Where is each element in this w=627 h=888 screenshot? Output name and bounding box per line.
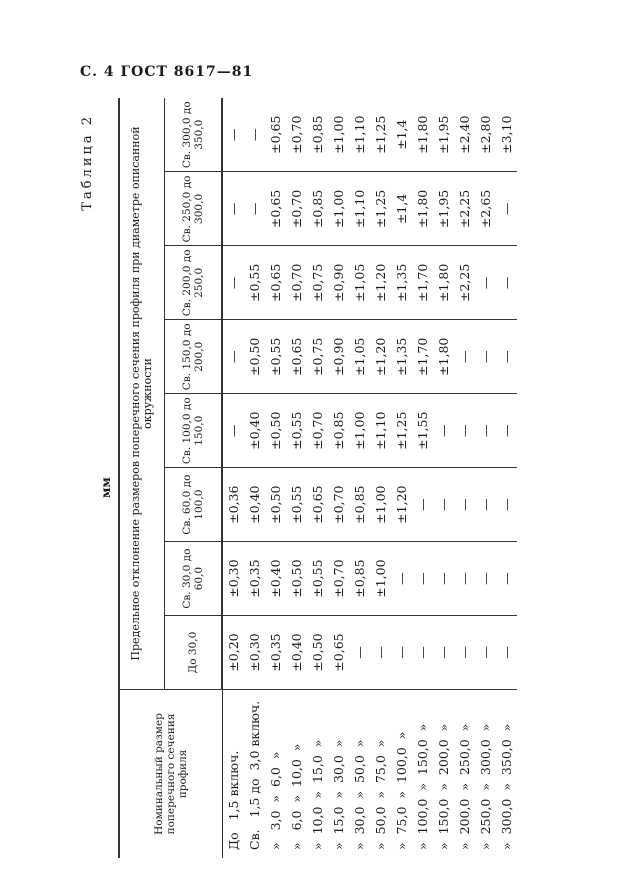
deviation-cell: — <box>475 394 496 468</box>
table-row <box>496 98 517 858</box>
deviation-cell: ±1,25 <box>370 172 391 246</box>
deviation-cell: — <box>433 542 454 616</box>
deviation-cell: ±0,35 <box>268 633 283 672</box>
deviation-cell: — <box>222 394 244 468</box>
deviation-cell: — <box>496 468 517 542</box>
column-header: Св. 30,0 до 60,0 <box>165 542 223 616</box>
deviation-cell: ±1,00 <box>328 98 349 172</box>
table-row <box>222 98 244 858</box>
nominal-size-cell: Св. 1,5 до 3,0 включ. <box>244 690 265 859</box>
deviation-cell: ±0,55 <box>286 394 307 468</box>
deviation-cell: — <box>454 320 475 394</box>
deviation-cell: — <box>433 468 454 542</box>
deviation-cell: ±0,50 <box>244 320 265 394</box>
deviation-cell: — <box>454 394 475 468</box>
deviation-cell: — <box>412 542 433 616</box>
deviation-cell: ±0,40 <box>265 542 286 616</box>
deviation-cell: ±1,05 <box>349 246 370 320</box>
column-header: Св. 100,0 до 150,0 <box>165 394 223 468</box>
table-unit: мм <box>99 477 113 498</box>
column-header: Св. 250,0 до 300,0 <box>165 172 223 246</box>
page-header: С. 4 ГОСТ 8617—81 <box>80 64 254 80</box>
table-row <box>475 98 496 858</box>
deviation-cell: — <box>222 98 244 172</box>
deviation-cell: — <box>433 394 454 468</box>
deviation-cell: ±1,00 <box>349 394 370 468</box>
table-row <box>412 98 433 858</box>
deviation-cell: ±0,55 <box>265 320 286 394</box>
deviation-cell: ±1,95 <box>433 172 454 246</box>
deviation-cell: ±0,75 <box>307 320 328 394</box>
deviation-cell: ±1,80 <box>412 172 433 246</box>
table-row <box>349 98 370 858</box>
table-row <box>265 98 286 858</box>
deviation-cell: ±1,00 <box>370 468 391 542</box>
deviation-cell: ±0,65 <box>307 468 328 542</box>
table-row <box>328 98 349 858</box>
table-row <box>391 98 412 858</box>
column-header: Св. 300,0 до 350,0 <box>165 98 223 172</box>
deviation-cell: ±0,65 <box>286 320 307 394</box>
nominal-size-cell: » 30,0 » 50,0 » <box>349 690 370 859</box>
deviation-cell: ±0,50 <box>265 468 286 542</box>
nominal-size-cell: » 50,0 » 75,0 » <box>370 690 391 859</box>
nominal-size-cell: » 300,0 » 350,0 » <box>496 690 517 859</box>
deviation-cell: — <box>373 646 388 659</box>
table-row <box>286 98 307 858</box>
deviation-cell: ±0,40 <box>244 394 265 468</box>
table-row <box>244 98 265 858</box>
deviation-cell: — <box>475 542 496 616</box>
deviation-cell: ±1,55 <box>412 394 433 468</box>
nominal-size-cell: » 6,0 » 10,0 » <box>286 690 307 859</box>
deviation-cell: — <box>222 320 244 394</box>
deviation-cell: ±0,50 <box>286 542 307 616</box>
deviation-cell: — <box>499 646 514 659</box>
deviation-cell: ±0,65 <box>265 98 286 172</box>
deviation-cell: ±0,35 <box>244 542 265 616</box>
deviation-cell: ±0,75 <box>307 246 328 320</box>
deviation-cell: — <box>475 468 496 542</box>
deviation-cell: ±2,65 <box>475 172 496 246</box>
deviation-cell: ±0,55 <box>286 468 307 542</box>
deviation-cell: — <box>436 646 451 659</box>
tolerance-table <box>118 98 517 858</box>
deviation-cell: — <box>244 172 265 246</box>
deviation-cell: ±1,35 <box>391 246 412 320</box>
deviation-group-header: Предельное отклонение размеров поперечного сечения профиля при диаметре описанной окружности <box>119 98 165 690</box>
deviation-cell: ±1,4 <box>391 172 412 246</box>
deviation-cell: ±0,70 <box>307 394 328 468</box>
deviation-cell: ±0,70 <box>286 246 307 320</box>
nominal-size-cell: » 100,0 » 150,0 » <box>412 690 433 859</box>
deviation-cell: ±0,30 <box>247 633 262 672</box>
nominal-size-cell: » 250,0 » 300,0 » <box>475 690 496 859</box>
deviation-cell: ±1,4 <box>391 98 412 172</box>
deviation-cell: ±0,70 <box>328 468 349 542</box>
deviation-cell: ±0,65 <box>265 246 286 320</box>
table-body <box>222 98 517 858</box>
deviation-cell: ±1,25 <box>391 394 412 468</box>
deviation-cell: — <box>478 646 493 659</box>
table-caption: Таблица 2 <box>80 114 95 211</box>
deviation-cell: ±0,55 <box>307 542 328 616</box>
deviation-cell: ±0,50 <box>265 394 286 468</box>
deviation-cell: — <box>244 98 265 172</box>
deviation-cell: ±0,70 <box>286 98 307 172</box>
deviation-cell: ±1,10 <box>349 98 370 172</box>
column-header: Св. 200,0 до 250,0 <box>165 246 223 320</box>
deviation-cell: ±2,80 <box>475 98 496 172</box>
deviation-cell: ±0,85 <box>328 394 349 468</box>
deviation-cell: — <box>496 246 517 320</box>
deviation-cell: ±1,10 <box>370 394 391 468</box>
deviation-cell: ±0,40 <box>244 468 265 542</box>
deviation-cell: — <box>475 320 496 394</box>
deviation-cell: ±2,25 <box>454 172 475 246</box>
deviation-cell: ±1,25 <box>370 98 391 172</box>
nominal-size-cell: » 75,0 » 100,0 » <box>391 690 412 859</box>
deviation-cell: ±3,10 <box>496 98 517 172</box>
deviation-cell: — <box>475 246 496 320</box>
deviation-cell: ±0,65 <box>331 633 346 672</box>
deviation-cell: ±2,25 <box>454 246 475 320</box>
deviation-cell: — <box>496 394 517 468</box>
deviation-cell: ±0,65 <box>265 172 286 246</box>
deviation-cell: ±1,05 <box>349 320 370 394</box>
deviation-cell: ±0,40 <box>289 633 304 672</box>
deviation-cell: ±0,50 <box>310 633 325 672</box>
deviation-cell: ±1,80 <box>412 98 433 172</box>
deviation-cell: ±1,35 <box>391 320 412 394</box>
nominal-size-cell: До 1,5 включ. <box>222 690 244 859</box>
nominal-size-cell: » 15,0 » 30,0 » <box>328 690 349 859</box>
nominal-size-cell: » 200,0 » 250,0 » <box>454 690 475 859</box>
deviation-cell: — <box>412 468 433 542</box>
deviation-cell: ±0,90 <box>328 246 349 320</box>
deviation-cell: — <box>496 542 517 616</box>
nominal-size-header: Номинальный размер поперечного сечения профиля <box>119 690 222 859</box>
deviation-cell: ±0,70 <box>328 542 349 616</box>
deviation-cell: — <box>454 468 475 542</box>
deviation-cell: ±0,85 <box>307 172 328 246</box>
deviation-cell: ±0,20 <box>226 633 241 672</box>
deviation-cell: ±1,95 <box>433 98 454 172</box>
deviation-cell: — <box>415 646 430 659</box>
table-row <box>307 98 328 858</box>
deviation-cell: ±1,80 <box>433 320 454 394</box>
deviation-cell: ±0,90 <box>328 320 349 394</box>
deviation-cell: ±0,55 <box>244 246 265 320</box>
deviation-cell: ±0,36 <box>222 468 244 542</box>
nominal-size-cell: » 3,0 » 6,0 » <box>265 690 286 859</box>
deviation-cell: — <box>222 172 244 246</box>
column-header: Св. 150,0 до 200,0 <box>165 320 223 394</box>
deviation-cell: ±0,85 <box>349 468 370 542</box>
deviation-cell: — <box>457 646 472 659</box>
deviation-cell: ±1,20 <box>370 320 391 394</box>
table-row <box>370 98 391 858</box>
deviation-cell: ±1,70 <box>412 246 433 320</box>
deviation-cell: ±2,40 <box>454 98 475 172</box>
deviation-cell: ±1,10 <box>349 172 370 246</box>
table-row <box>454 98 475 858</box>
table-row <box>433 98 454 858</box>
deviation-cell: ±0,85 <box>349 542 370 616</box>
deviation-cell: ±1,20 <box>370 246 391 320</box>
deviation-cell: — <box>394 646 409 659</box>
nominal-size-cell: » 10,0 » 15,0 » <box>307 690 328 859</box>
deviation-cell: — <box>496 320 517 394</box>
deviation-cell: — <box>352 646 367 659</box>
deviation-cell: ±0,85 <box>307 98 328 172</box>
deviation-cell: ±1,00 <box>328 172 349 246</box>
column-header: До 30,0 <box>165 616 223 690</box>
deviation-cell: ±1,20 <box>391 468 412 542</box>
deviation-cell: — <box>454 542 475 616</box>
deviation-cell: — <box>496 172 517 246</box>
nominal-size-cell: » 150,0 » 200,0 » <box>433 690 454 859</box>
deviation-cell: ±0,70 <box>286 172 307 246</box>
rotated-table-block <box>82 98 592 858</box>
deviation-cell: — <box>391 542 412 616</box>
column-header: Св. 60,0 до 100,0 <box>165 468 223 542</box>
deviation-cell: ±1,00 <box>370 542 391 616</box>
deviation-cell: ±1,80 <box>433 246 454 320</box>
deviation-cell: ±0,30 <box>222 542 244 616</box>
deviation-cell: ±1,70 <box>412 320 433 394</box>
deviation-cell: — <box>222 246 244 320</box>
